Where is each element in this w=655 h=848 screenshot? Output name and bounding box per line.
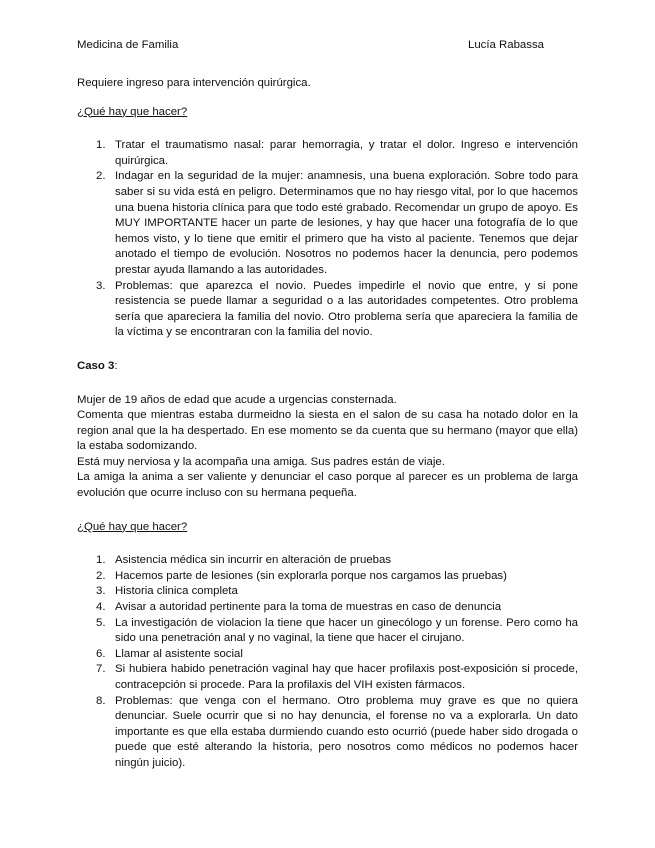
section2-list [77, 553, 578, 771]
section1-list [77, 138, 578, 341]
list-item-number: 8. [96, 694, 106, 707]
list-item-text: Indagar en la seguridad de la mujer: anamnesis, una buena exploración. Sobre todo para saber si su vida está en peligro. Determinamos que no hay riesgo vital, por lo que hacemos una buena historia clínica para que todo esté grabado. Recomendar un grupo de apoyo. Es MUY IMPORTANTE hacer un parte de lesiones, y hay que hacer una fotografía de lo que hemos visto, y lo tiene que emitir el primero que ha visto al paciente. Tenemos que dejar anotado el tiempo de evolución. Nosotros no podemos hacer la denuncia, pero podemos prestar ayuda llamando a las autoridades. [115, 170, 578, 276]
list-item [77, 584, 578, 600]
list-item-text: La investigación de violacion la tiene que hacer un ginecólogo y un forense. Pero como ha sido una penetración anal y no vaginal, la tiene que hacer el cirujano. [115, 616, 578, 645]
list-item-number: 4. [96, 601, 106, 614]
case3-description [77, 393, 578, 502]
list-item-text: Llamar al asistente social [115, 647, 243, 660]
case3-title-colon: : [114, 359, 118, 372]
document-body [77, 76, 578, 772]
list-item [77, 569, 578, 585]
list-item-number: 2. [96, 569, 106, 582]
list-item-number: 1. [96, 139, 106, 152]
page-header [77, 38, 655, 54]
list-item-number: 5. [96, 616, 106, 629]
section2-heading: ¿Qué hay que hacer? [77, 520, 188, 533]
list-item-number: 7. [96, 663, 106, 676]
case3-paragraph: Comenta que mientras estaba durmeidno la siesta en el salon de su casa ha notado dolor en la region anal que la ha despertado. En ese momento se da cuenta que su hermano (mayor que ella) la estaba sodomizando. [77, 409, 578, 453]
case3-paragraph: Está muy nerviosa y la acompaña una amiga. Sus padres están de viaje. [77, 455, 445, 468]
list-item [77, 694, 578, 772]
list-item-text: Tratar el traumatismo nasal: parar hemorragia, y tratar el dolor. Ingreso e intervención quirúrgica. [115, 139, 578, 167]
header-author: Lucía Rabassa [468, 39, 544, 51]
list-item [77, 600, 578, 616]
list-item [77, 553, 578, 569]
list-item-number: 1. [96, 554, 106, 567]
list-item-text: Hacemos parte de lesiones (sin explorarla porque nos cargamos las pruebas) [115, 569, 507, 582]
list-item-text: Si hubiera habido penetración vaginal hay que hacer profilaxis post-exposición si procede, contracepción si procede. Para la profilaxis del VIH existen fármacos. [115, 663, 578, 691]
list-item-number: 3. [96, 279, 106, 292]
list-item-text: Problemas: que venga con el hermano. Otro problema muy grave es que no quiera denunciar. Suele ocurrir que si no hay denuncia, el forense no va a explorarla. Un dato importante es que ella estaba durmiendo cuando esto ocurrió (puede haber sido drogada o puede que esté alterando la historia, pero nosotros como médicos no podemos hacer ningún juicio). [115, 694, 578, 769]
list-item-number: 6. [96, 647, 106, 660]
list-item [77, 616, 578, 647]
case3-paragraph: La amiga la anima a ser valiente y denunciar el caso porque al parecer es un problema de larga evolución que ocurre incluso con su hermana pequeña. [77, 471, 578, 500]
list-item [77, 647, 578, 663]
header-subject: Medicina de Familia [77, 39, 179, 51]
case3-title [77, 359, 578, 375]
list-item-number: 2. [96, 170, 106, 183]
intro-text: Requiere ingreso para intervención quirúrgica. [77, 77, 311, 89]
list-item-text: Problemas: que aparezca el novio. Puedes impedirle el novio que entre, y si pone resistencia se puede llamar a seguridad o a las autoridades competentes. Otro problema sería que apareciera la familia del novio. Otro problema sería que apareciera la familia de la víctima y se encontraran con la familia del novio. [115, 279, 578, 339]
list-item [77, 138, 578, 169]
list-item [77, 169, 578, 278]
list-item-number: 3. [96, 585, 106, 598]
section1-heading: ¿Qué hay que hacer? [77, 105, 188, 118]
case3-paragraph: Mujer de 19 años de edad que acude a urgencias consternada. [77, 393, 397, 406]
case3-title-bold: Caso 3 [77, 359, 115, 372]
list-item [77, 662, 578, 693]
list-item-text: Avisar a autoridad pertinente para la toma de muestras en caso de denuncia [115, 601, 502, 614]
list-item [77, 279, 578, 341]
list-item-text: Asistencia médica sin incurrir en alteración de pruebas [115, 554, 392, 567]
list-item-text: Historia clinica completa [115, 585, 238, 598]
